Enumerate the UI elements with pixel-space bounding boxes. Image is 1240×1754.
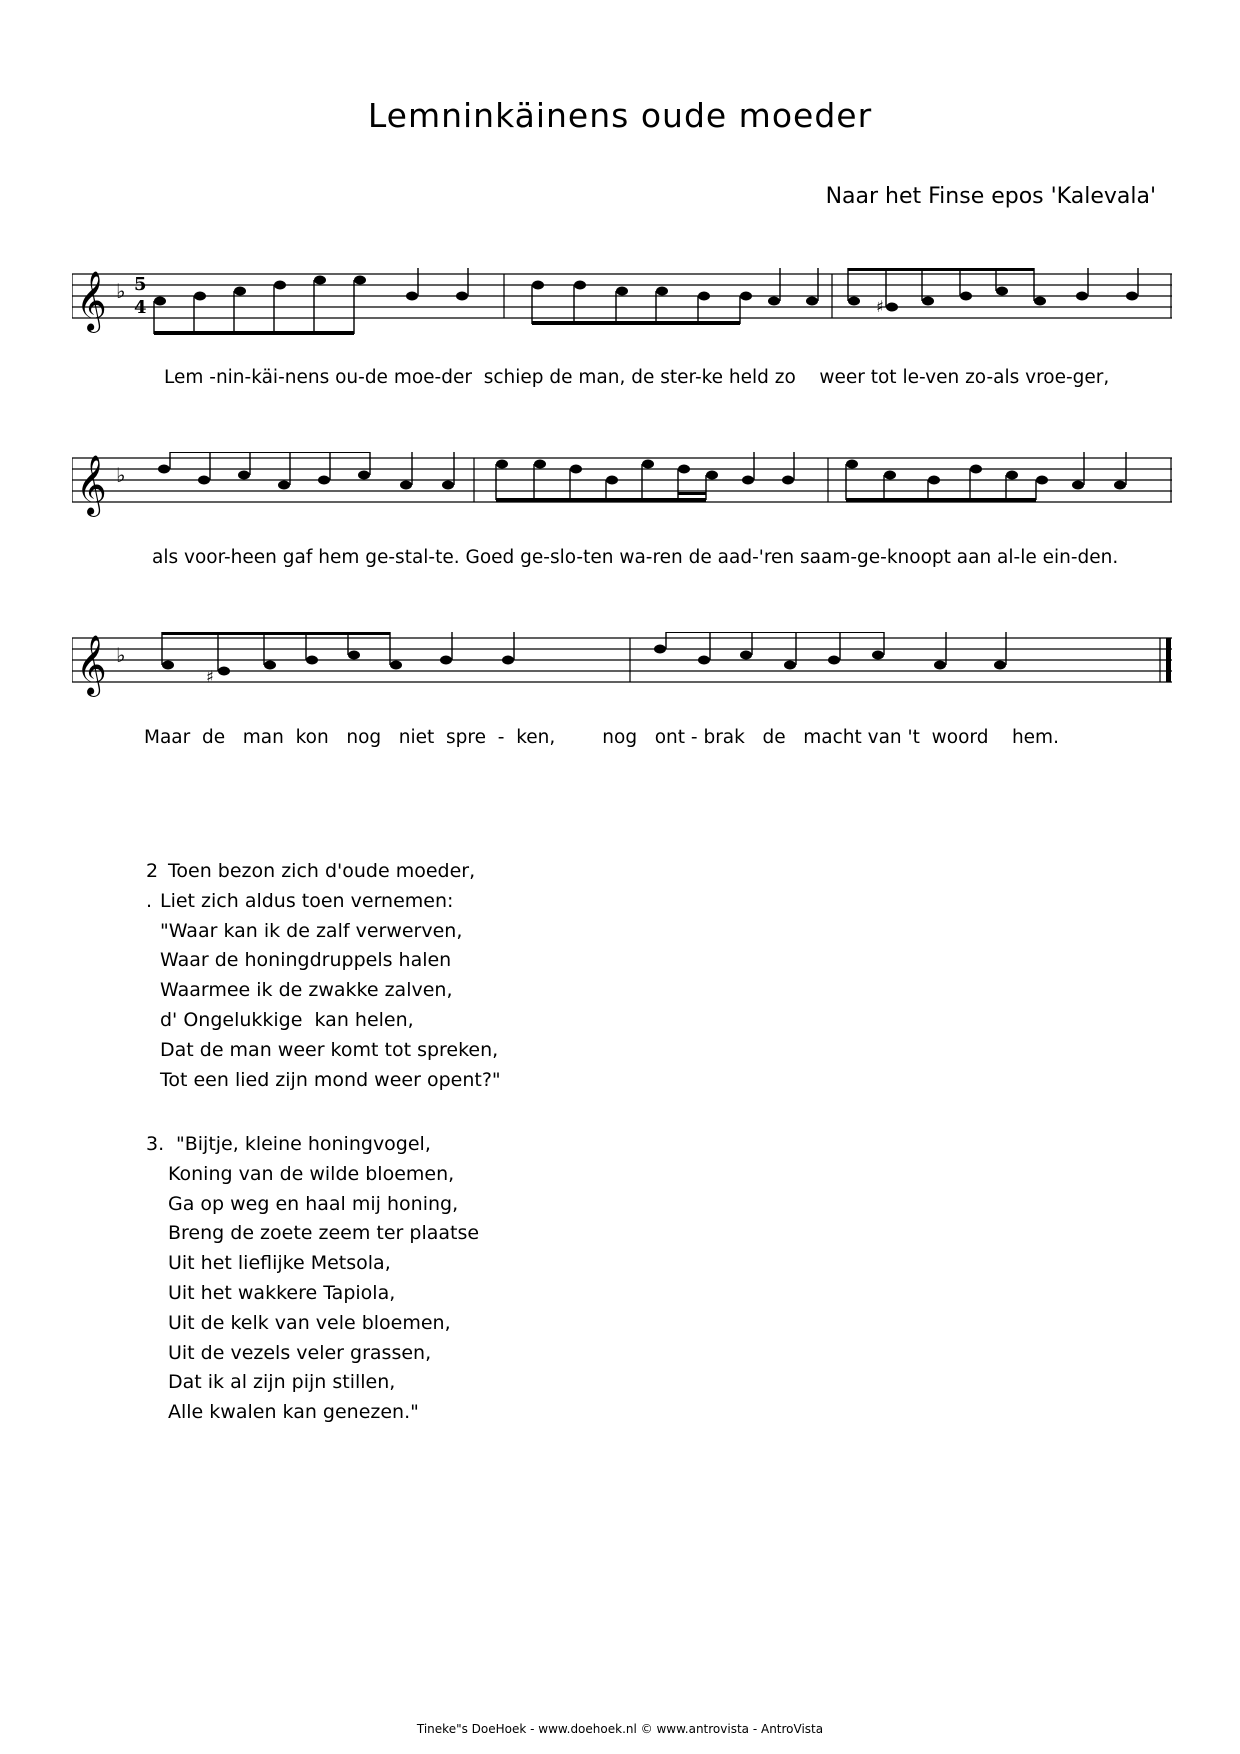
verse-line: Toen bezon zich d'oude moeder, <box>168 860 476 882</box>
flat-icon: ♭ <box>116 279 126 303</box>
final-barline <box>1166 638 1171 682</box>
verse-line: Uit het wakkere Tapiola, <box>168 1281 396 1304</box>
staff-lines <box>72 268 1172 348</box>
verse-line: Breng de zoete zeem ter plaatse <box>168 1222 480 1245</box>
treble-clef-icon: 𝄞 <box>76 271 107 331</box>
verse-line: Uit de vezels veler grassen, <box>168 1341 432 1364</box>
verse-line: Dat de man weer komt tot spreken, <box>160 1038 499 1061</box>
staff-lines <box>72 632 1172 712</box>
verse-line: Waar de honingdruppels halen <box>160 949 452 972</box>
song-title: Lemninkäinens oude moeder <box>367 96 873 135</box>
verse-line: Ga op weg en haal mij honing, <box>168 1192 459 1215</box>
lyrics-line-3: Maar de man kon nog niet spre - ken, nog ont - brak de macht van 't woord hem. <box>144 727 1059 748</box>
flat-icon: ♭ <box>116 463 126 487</box>
page-footer: Tineke"s DoeHoek - www.doehoek.nl © www.antrovista - AntroVista <box>416 1722 824 1736</box>
verse-line: "Bijtje, kleine honingvogel, <box>176 1133 431 1155</box>
verse-line: Koning van de wilde bloemen, <box>168 1162 455 1185</box>
verse-number: 2 . <box>146 860 159 912</box>
verse-line: d' Ongelukkige kan helen, <box>160 1008 414 1031</box>
verse-number: 3. <box>146 1133 165 1155</box>
lyrics-line-2: als voor-heen gaf hem ge-stal-te. Goed ge-slo-ten wa-ren de aad-'ren saam-ge-knoopt aan al-le ein-den. <box>152 547 1119 568</box>
sharp-icon: ♯ <box>206 667 214 686</box>
treble-clef-icon: 𝄞 <box>76 455 107 515</box>
time-signature: 4 <box>134 297 147 318</box>
verse-line: Uit het lieflijke Metsola, <box>168 1252 391 1275</box>
staff-lines <box>72 452 1172 532</box>
lyrics-line-1: Lem -nin-käi-nens ou-de moe-der schiep de man, de ster-ke held zo weer tot le-ven zo-als vroe-ger, <box>164 367 1110 388</box>
verse-line: Dat ik al zijn pijn stillen, <box>168 1371 396 1394</box>
song-source: Naar het Finse epos 'Kalevala' <box>825 184 1156 209</box>
time-signature: 5 <box>134 274 147 295</box>
verse-line: Waarmee ik de zwakke zalven, <box>160 979 453 1002</box>
verse-line: Uit de kelk van vele bloemen, <box>168 1311 451 1334</box>
verse-line: Liet zich aldus toen vernemen: <box>160 889 454 912</box>
flat-icon: ♭ <box>116 643 126 667</box>
verse-line: Alle kwalen kan genezen." <box>168 1401 419 1424</box>
verse-line: "Waar kan ik de zalf verwerven, <box>160 919 463 942</box>
verse-line: Tot een lied zijn mond weer opent?" <box>160 1068 501 1091</box>
notes <box>154 276 1138 312</box>
treble-clef-icon: 𝄞 <box>76 635 107 695</box>
sharp-icon: ♯ <box>876 297 884 316</box>
